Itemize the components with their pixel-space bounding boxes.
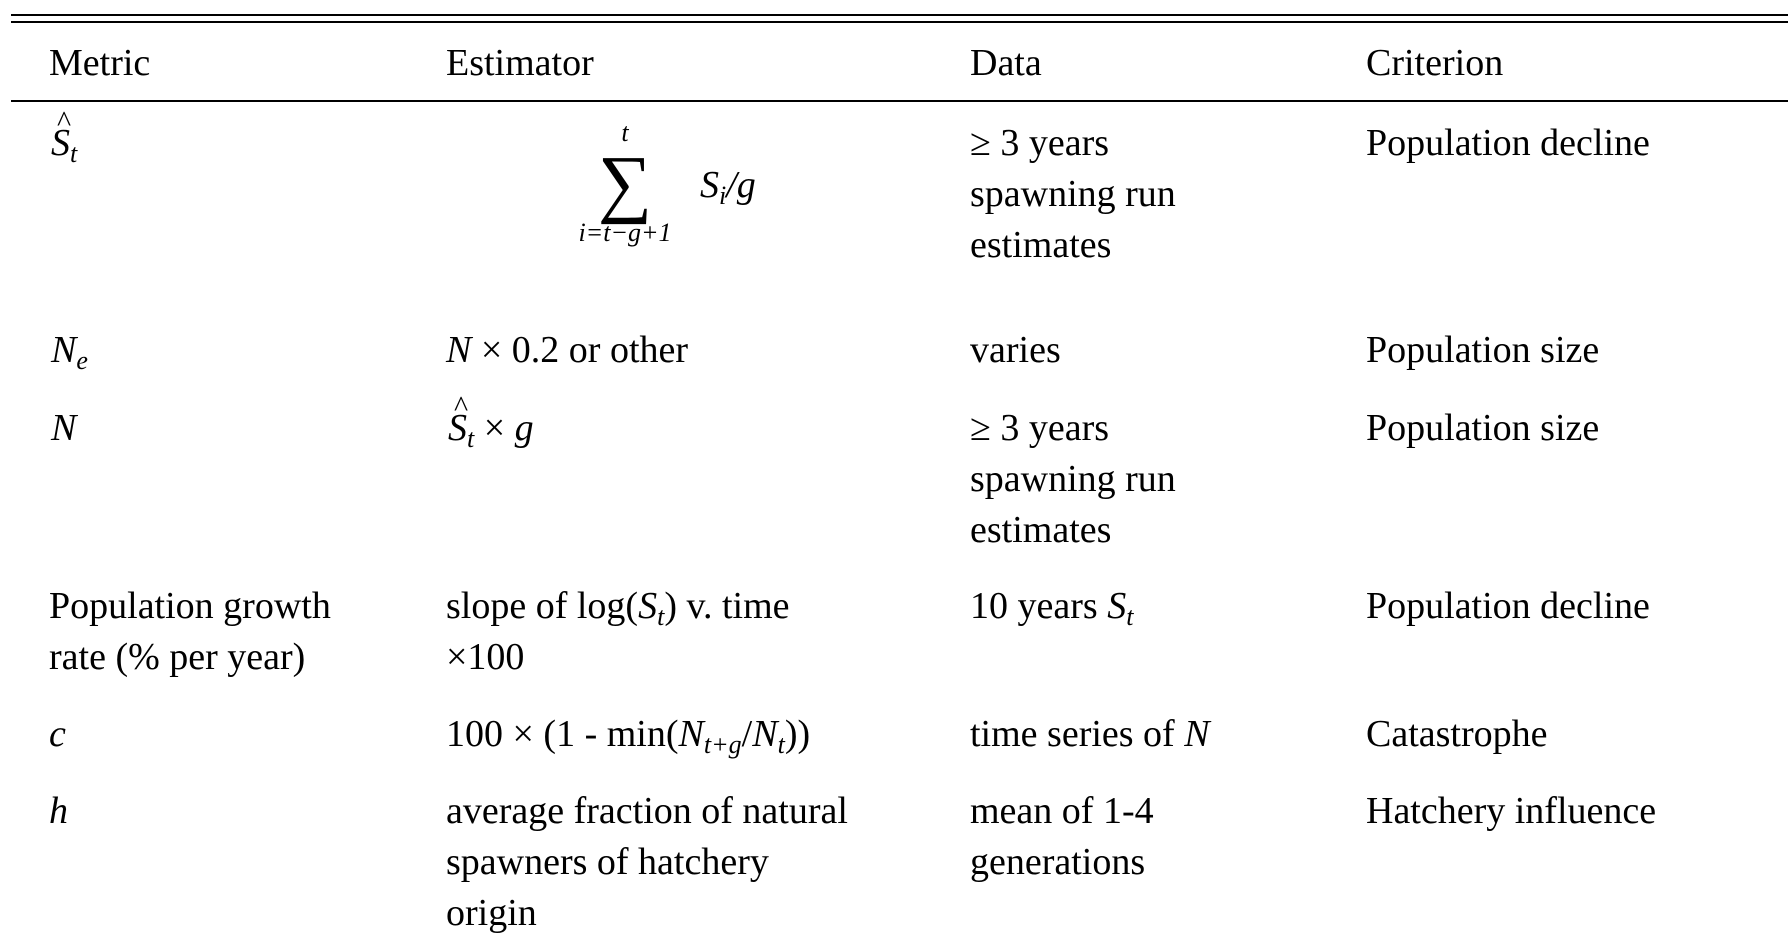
- data-line: estimates: [970, 224, 1112, 266]
- estimator-n1: N: [678, 713, 704, 755]
- metric-s-hat: [51, 118, 77, 169]
- estimator-symbol: ^ S: [448, 403, 467, 454]
- criterion-cell: Hatchery influence: [1366, 790, 1657, 832]
- term-sub: i: [719, 181, 727, 210]
- header-rule: [11, 100, 1788, 102]
- estimator-sub: t: [467, 424, 475, 453]
- data-pre: 10 years: [970, 585, 1108, 627]
- sum-upper: t: [621, 118, 629, 147]
- estimator-g: g: [514, 407, 534, 449]
- top-rule-inner: [11, 21, 1788, 23]
- metric-line: Population growth: [49, 585, 331, 627]
- estimator-post: )): [784, 713, 811, 755]
- data-line: spawning run: [970, 458, 1176, 500]
- term-rest: /g: [726, 164, 756, 206]
- data-cell: [970, 709, 1210, 760]
- estimator-line: spawners of hatchery: [446, 841, 769, 883]
- data-cell: [970, 581, 1133, 632]
- estimator-sub: t: [657, 602, 665, 631]
- criterion-cell: Population size: [1366, 407, 1600, 449]
- sum-sign: ∑: [597, 141, 653, 225]
- estimator-symbol: N: [446, 329, 472, 371]
- estimator-s1: t+g: [703, 730, 742, 759]
- estimator-pre: 100 × (1 - min(: [446, 713, 679, 755]
- metric-c: c: [49, 713, 66, 755]
- estimator-post: ) v. time: [664, 585, 790, 627]
- data-sub: t: [1126, 602, 1134, 631]
- estimator-pre: slope of log(: [446, 585, 639, 627]
- estimator-line: origin: [446, 892, 537, 934]
- metric-growth: [49, 581, 331, 683]
- data-cell: [970, 786, 1154, 888]
- metric-h: h: [49, 790, 68, 832]
- data-line: mean of 1-4: [970, 790, 1154, 832]
- data-pre: time series of: [970, 713, 1185, 755]
- data-line: generations: [970, 841, 1146, 883]
- sum-lower: i=t−g+1: [578, 218, 672, 247]
- metric-symbol: N: [51, 329, 77, 371]
- header-criterion: Criterion: [1366, 42, 1504, 84]
- criterion-cell: Population decline: [1366, 122, 1650, 164]
- top-rule: [11, 14, 1788, 16]
- estimator-rest: ×: [474, 407, 515, 449]
- estimator-s2: t: [777, 730, 785, 759]
- metric-sub: e: [76, 346, 88, 375]
- estimator-cell: [446, 581, 790, 683]
- data-cell: [970, 118, 1176, 271]
- metric-sub: t: [70, 139, 78, 168]
- data-line: ≥ 3 years: [970, 122, 1110, 164]
- estimator-n2: N: [752, 713, 778, 755]
- criterion-cell: Population decline: [1366, 585, 1650, 627]
- estimator-slash: /: [741, 713, 753, 755]
- estimator-rest: × 0.2 or other: [471, 329, 689, 371]
- data-line: ≥ 3 years: [970, 407, 1110, 449]
- estimator-cell: [448, 403, 534, 454]
- data-line: spawning run: [970, 173, 1176, 215]
- estimator-cell: [446, 325, 688, 376]
- data-cell: varies: [970, 329, 1061, 371]
- data-cell: [970, 403, 1176, 556]
- criterion-cell: Catastrophe: [1366, 713, 1548, 755]
- metric-symbol: ^ S: [51, 118, 70, 169]
- sum-term: [700, 160, 756, 211]
- header-metric: Metric: [49, 42, 151, 84]
- criterion-cell: Population size: [1366, 329, 1600, 371]
- estimator-line: average fraction of natural: [446, 790, 848, 832]
- term-s: S: [700, 164, 719, 206]
- metric-ne: [51, 325, 88, 376]
- metric-line: rate (% per year): [49, 636, 306, 678]
- metric-n: N: [51, 407, 77, 449]
- data-symbol: N: [1184, 713, 1210, 755]
- estimator-cell: [446, 786, 848, 939]
- data-symbol: S: [1107, 585, 1127, 627]
- estimator-symbol: S: [638, 585, 658, 627]
- estimator-cell: [446, 709, 810, 760]
- estimator-line2: ×100: [446, 636, 525, 678]
- sum-formula: [555, 118, 695, 248]
- header-data: Data: [970, 42, 1042, 84]
- data-line: estimates: [970, 509, 1112, 551]
- header-estimator: Estimator: [446, 42, 594, 84]
